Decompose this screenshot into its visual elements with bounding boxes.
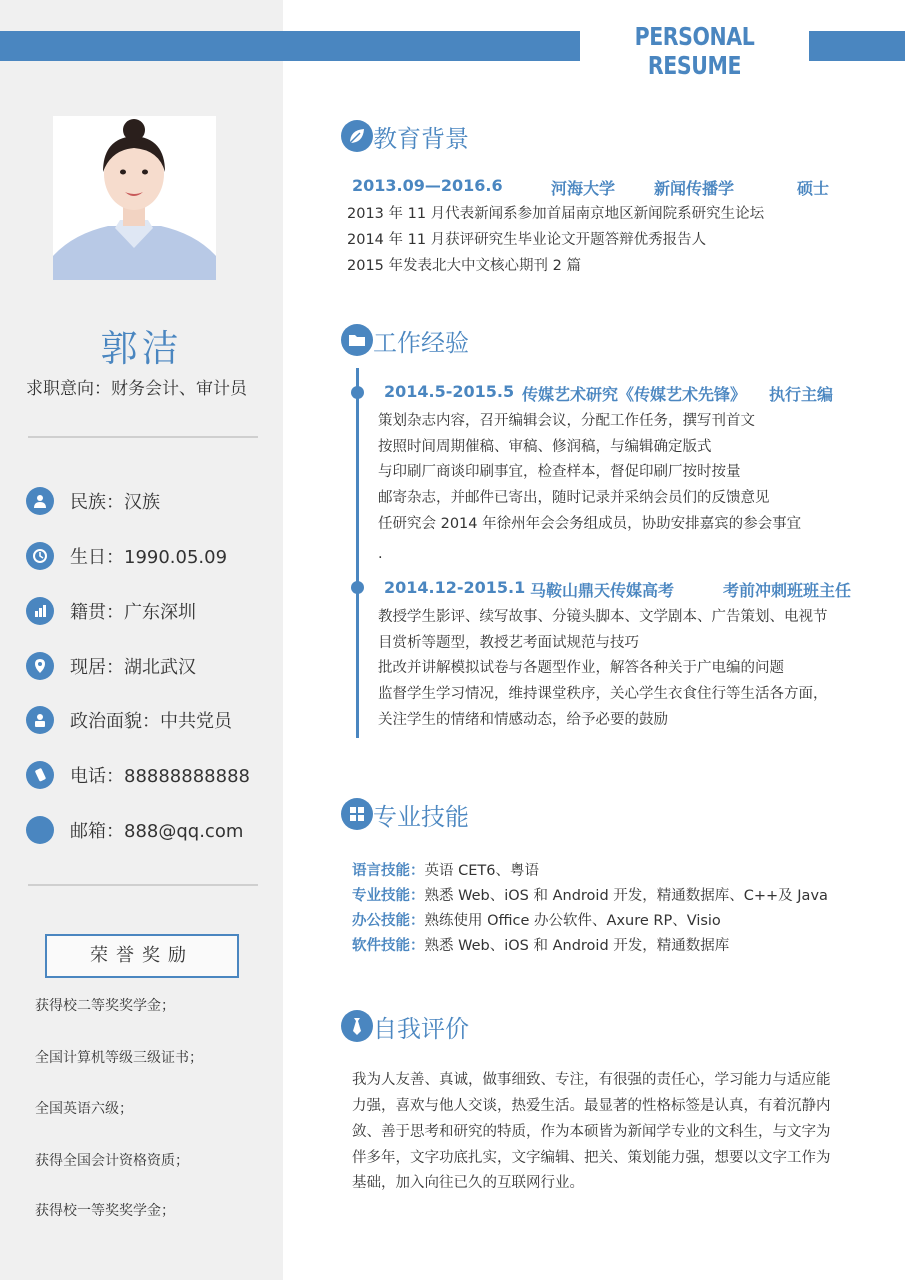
honor-item: 获得全国会计资格资质； xyxy=(35,1153,189,1169)
skill-key: 专业技能： xyxy=(352,888,425,904)
honors-title: 荣誉奖励 xyxy=(45,934,239,978)
job-line: 关注学生的情绪和情感动态，给予必要的鼓励 xyxy=(378,712,668,728)
skill-key: 软件技能： xyxy=(352,938,425,954)
sidebar-divider xyxy=(28,884,258,886)
person-name: 郭洁 xyxy=(100,327,183,370)
info-label: 民族：汉族 xyxy=(70,492,160,513)
timeline-dot xyxy=(351,386,364,399)
edu-period: 2013.09—2016.6 xyxy=(352,176,503,195)
section-title: 工作经验 xyxy=(373,328,469,357)
work-header xyxy=(341,323,469,357)
eval-line: 敛、善于思考和研究的特质，作为本硕皆为新闻学专业的文科生，与文字为 xyxy=(352,1124,831,1140)
eval-line: 力强，喜欢与他人交谈，热爱生活。最显著的性格标签是认真，有着沉静内 xyxy=(352,1098,831,1114)
skill-value: 熟练使用 Office 办公软件、Axure RP、Visio xyxy=(424,913,721,929)
job-company: 马鞍山鼎天传媒高考 xyxy=(530,581,675,600)
info-label: 邮箱：888@qq.com xyxy=(70,821,244,842)
person-icon xyxy=(26,487,54,515)
person-badge-icon xyxy=(26,706,54,734)
info-ethnicity xyxy=(26,487,160,515)
building-icon xyxy=(26,597,54,625)
job-period: 2014.12-2015.1 xyxy=(384,578,526,597)
info-label: 籍贯：广东深圳 xyxy=(70,602,196,623)
honor-item: 全国计算机等级三级证书； xyxy=(35,1050,203,1066)
edu-line: 2013 年 11 月代表新闻系参加首届南京地区新闻院系研究生论坛 xyxy=(347,206,765,222)
section-title: 教育背景 xyxy=(373,124,469,153)
skill-value: 熟悉 Web、iOS 和 Android 开发，精通数据库 xyxy=(424,938,730,954)
header-bar-left xyxy=(0,31,580,61)
job-line: 策划杂志内容，召开编辑会议，分配工作任务，撰写刊首文 xyxy=(378,413,755,429)
honor-item: 全国英语六级； xyxy=(35,1101,133,1117)
section-title: 专业技能 xyxy=(373,802,469,831)
job-role: 考前冲刺班班主任 xyxy=(723,581,852,600)
education-header xyxy=(341,119,469,153)
honor-item: 获得校一等奖奖学金； xyxy=(35,1203,175,1219)
job-line: 邮寄杂志，并邮件已寄出，随时记录并采纳会员们的反馈意见 xyxy=(378,490,770,506)
skill-value: 英语 CET6、粤语 xyxy=(424,863,539,879)
header-bar-right xyxy=(809,31,905,61)
evaluation-header xyxy=(341,1009,469,1043)
job-line: 监督学生学习情况，维持课堂秩序，关心学生衣食住行等生活各方面， xyxy=(378,686,828,702)
job-line: 教授学生影评、续写故事、分镜头脚本、文学剧本、广告策划、电视节 xyxy=(378,609,828,625)
info-label: 生日：1990.05.09 xyxy=(70,547,228,568)
skill-item xyxy=(352,884,828,905)
folder-icon xyxy=(341,324,373,356)
job-line: 批改并讲解模拟试卷与各题型作业，解答各种关于广电编的问题 xyxy=(378,660,784,676)
windows-grid-icon xyxy=(341,798,373,830)
info-label: 现居：湖北武汉 xyxy=(70,657,196,678)
info-residence xyxy=(26,652,196,680)
phone-icon xyxy=(26,761,54,789)
section-title: 自我评价 xyxy=(373,1014,469,1043)
edu-degree: 硕士 xyxy=(797,179,830,198)
info-political xyxy=(26,706,232,734)
timeline-dot xyxy=(351,581,364,594)
job-line: 任研究会 2014 年徐州年会会务组成员，协助安排嘉宾的参会事宜 xyxy=(378,516,802,532)
edu-major: 新闻传播学 xyxy=(654,179,735,198)
info-phone xyxy=(26,761,250,789)
skill-item xyxy=(352,934,729,955)
tie-icon xyxy=(341,1010,373,1042)
job-line: 与印刷厂商谈印刷事宜，检查样本，督促印刷厂按时按量 xyxy=(378,464,741,480)
skill-item xyxy=(352,909,721,930)
leaf-icon xyxy=(341,120,373,152)
info-email xyxy=(26,816,243,844)
edu-line: 2015 年发表北大中文核心期刊 2 篇 xyxy=(347,258,581,274)
job-company: 传媒艺术研究《传媒艺术先锋》 xyxy=(522,385,747,404)
skills-header xyxy=(341,797,469,831)
eval-line: 伴多年，文字功底扎实，文字编辑、把关、策划能力强，想要以文字工作为 xyxy=(352,1150,831,1166)
job-period: 2014.5-2015.5 xyxy=(384,382,515,401)
timeline-line xyxy=(356,368,359,738)
job-role: 执行主编 xyxy=(769,385,834,404)
sidebar-divider xyxy=(28,436,258,438)
job-intent: 求职意向：财务会计、审计员 xyxy=(26,379,247,399)
skill-item xyxy=(352,859,539,880)
job-line: . xyxy=(378,546,383,562)
skill-key: 语言技能： xyxy=(352,863,425,879)
clock-icon xyxy=(26,542,54,570)
eval-line: 我为人友善、真诚，做事细致、专注，有很强的责任心，学习能力与适应能 xyxy=(352,1072,831,1088)
job-line: 目赏析等题型，教授艺考面试规范与技巧 xyxy=(378,635,639,651)
info-hometown xyxy=(26,597,196,625)
location-pin-icon xyxy=(26,652,54,680)
edu-school: 河海大学 xyxy=(551,179,616,198)
profile-photo xyxy=(53,116,216,280)
honor-item: 获得校二等奖奖学金； xyxy=(35,998,175,1014)
skill-value: 熟悉 Web、iOS 和 Android 开发，精通数据库、C++及 Java xyxy=(424,888,828,904)
info-birthday xyxy=(26,542,227,570)
skill-key: 办公技能： xyxy=(352,913,425,929)
job-line: 按照时间周期催稿、审稿、修润稿，与编辑确定版式 xyxy=(378,439,712,455)
resume-title: PERSONAL RESUME xyxy=(634,22,755,80)
info-label: 政治面貌：中共党员 xyxy=(70,711,232,732)
edu-line: 2014 年 11 月获评研究生毕业论文开题答辩优秀报告人 xyxy=(347,232,707,248)
info-label: 电话：88888888888 xyxy=(70,766,250,787)
eval-line: 基础，加入向往已久的互联网行业。 xyxy=(352,1175,584,1191)
mail-icon xyxy=(26,816,54,844)
